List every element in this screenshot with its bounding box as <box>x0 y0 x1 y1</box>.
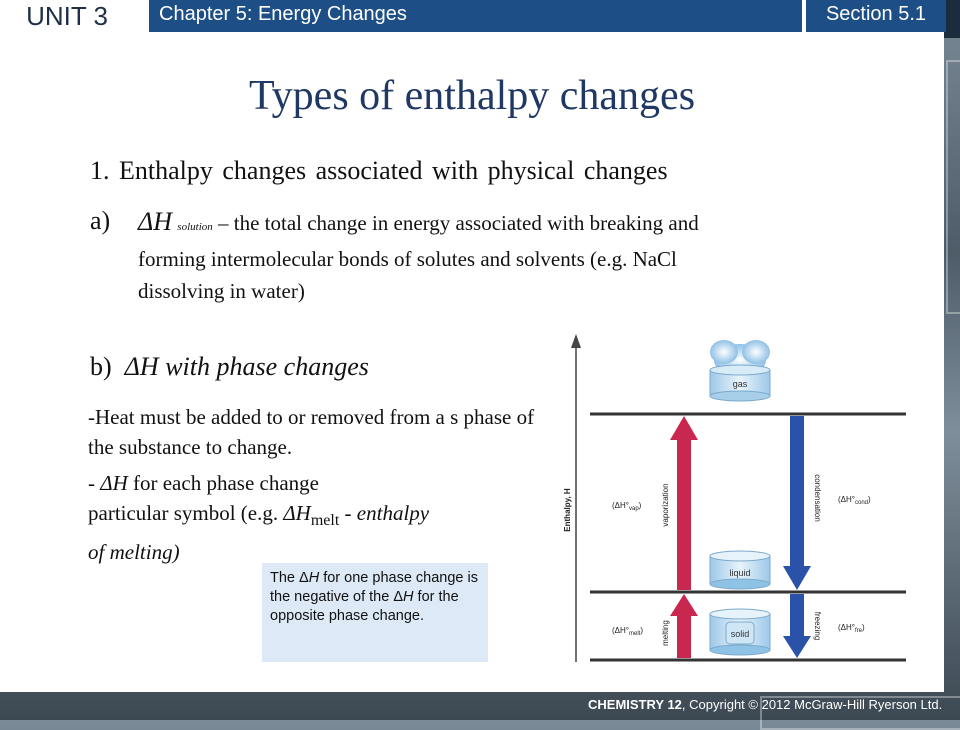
dh-melt-label: $(\Delta H^\circ_{melt})$ <box>612 626 643 637</box>
point-a-text <box>138 206 878 307</box>
melt-subscript: melt <box>310 512 340 530</box>
point-b-paragraph-3: of melting) <box>88 540 180 564</box>
condensation-arrow-shaft <box>790 416 804 568</box>
text-fragment: - <box>339 501 357 525</box>
delta-h-symbol: ΔH <box>283 501 311 525</box>
melting-label: melting <box>661 620 670 646</box>
delta-h-symbol: ΔH <box>138 207 173 236</box>
freezing-arrow-icon <box>783 636 811 658</box>
point-a-line1: – the total change in energy associated with breaking and <box>212 211 699 235</box>
note-text: H <box>403 589 414 605</box>
unit-label: UNIT 3 <box>0 0 134 32</box>
gas-container-icon <box>710 340 770 401</box>
liquid-label: liquid <box>729 568 751 578</box>
point-a-letter: a) <box>90 206 111 235</box>
dh-cond-label: $(\Delta H^\circ_{cond})$ <box>838 495 871 506</box>
text-fragment: enthalpy <box>356 501 430 525</box>
condensation-arrow-icon <box>783 566 811 590</box>
point-b-heading <box>90 352 369 382</box>
note-text: The Δ <box>270 570 309 586</box>
delta-h-symbol: ΔH <box>100 471 128 495</box>
point-a-line3: dissolving in water) <box>138 279 305 303</box>
point-b-paragraph-2 <box>88 468 548 536</box>
gas-label: gas <box>732 379 748 389</box>
vaporization-arrow-shaft <box>677 436 691 590</box>
vaporization-arrow-icon <box>670 416 698 440</box>
solution-subscript: solution <box>177 221 213 233</box>
section-label: Section 5.1 <box>806 0 946 32</box>
note-text: for one phase change is the negative of the Δ <box>270 570 478 605</box>
point-b-paragraph-1: -Heat must be added to or removed from a s phase of the substance to change. <box>88 405 535 459</box>
condensation-label: condensation <box>813 474 822 522</box>
y-axis-label: Enthalpy, H <box>563 488 572 532</box>
vaporization-label: vaporization <box>661 483 670 527</box>
slide-title: Types of enthalpy changes <box>248 73 696 119</box>
note-box <box>262 563 488 662</box>
dh-vap-label: $(\Delta H^\circ_{vap})$ <box>612 501 642 512</box>
text-fragment: particular symbol (e.g. <box>88 501 284 525</box>
melting-arrow-icon <box>670 594 698 616</box>
text-fragment: - <box>88 471 101 495</box>
background-decoration <box>946 60 960 314</box>
freezing-label: freezing <box>813 611 822 641</box>
phase-change-diagram <box>560 330 910 666</box>
point-b-title: ΔH with phase changes <box>124 352 369 381</box>
y-axis-arrow-icon <box>571 334 581 348</box>
footer-course: CHEMISTRY 12 <box>588 697 682 712</box>
copyright-footer <box>588 693 958 717</box>
freezing-arrow-shaft <box>790 594 804 638</box>
footer-copyright: , Copyright © 2012 McGraw-Hill Ryerson Ltd. <box>681 697 943 712</box>
note-text: for the opposite phase change. <box>270 589 459 624</box>
solid-label: solid <box>730 629 750 639</box>
point-a-line2: forming intermolecular bonds of solutes and solvents (e.g. NaCl <box>138 247 677 271</box>
chapter-label: Chapter 5: Energy Changes <box>149 0 802 32</box>
melting-arrow-shaft <box>677 612 691 658</box>
note-text: H <box>308 570 320 586</box>
point-b-letter: b) <box>90 352 125 381</box>
point-1-heading: 1. Enthalpy changes associated with physical changes <box>90 156 668 185</box>
text-fragment: for each phase change <box>127 471 319 495</box>
dh-fre-label: $(\Delta H^\circ_{fre})$ <box>838 623 865 634</box>
